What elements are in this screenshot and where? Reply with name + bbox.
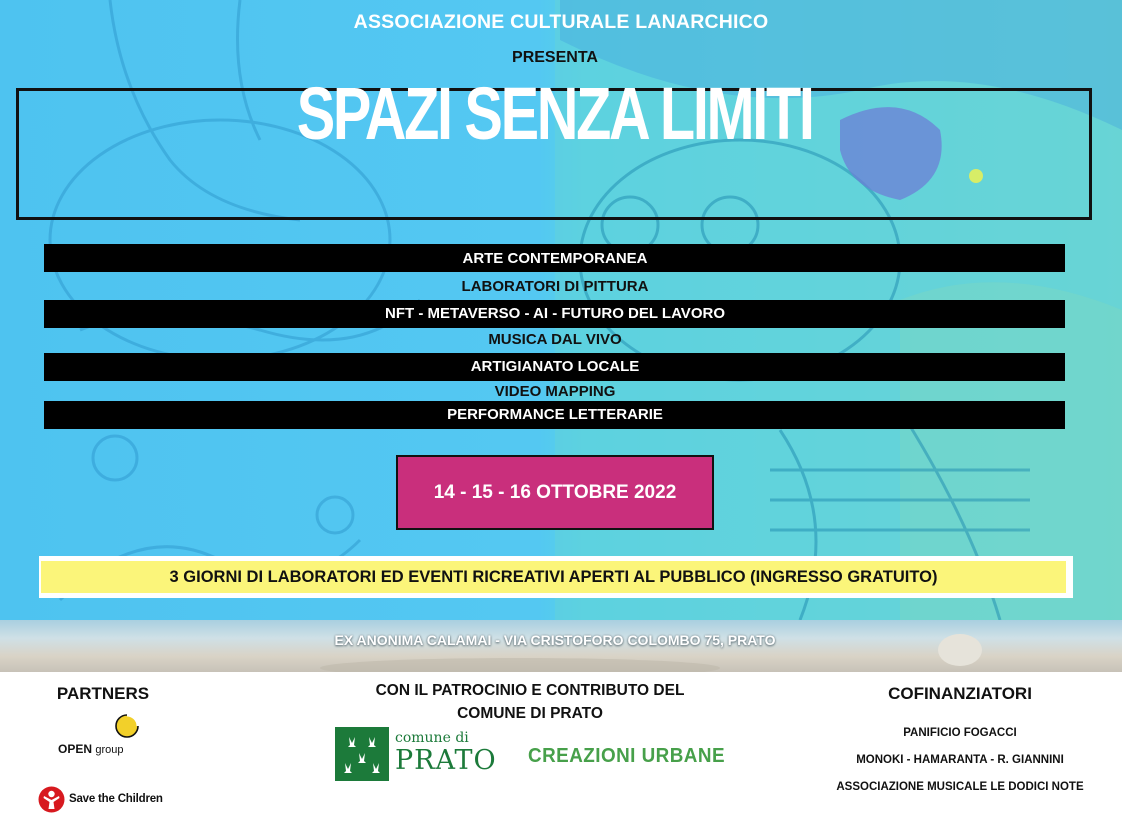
cofinanziatore-item: MONOKI - HAMARANTA - R. GIANNINI (856, 754, 1064, 766)
organization-name: ASSOCIAZIONE CULTURALE LANARCHICO (353, 11, 769, 33)
activity-item: NFT - METAVERSO - AI - FUTURO DEL LAVORO (385, 305, 725, 322)
event-location: EX ANONIMA CALAMAI - VIA CRISTOFORO COLOMBO 75, PRATO (334, 632, 776, 648)
open-group-icon (112, 711, 142, 741)
activity-item: ARTE CONTEMPORANEA (462, 250, 648, 267)
comune-di-prato-logo (335, 727, 507, 781)
activity-item: MUSICA DAL VIVO (488, 331, 622, 348)
event-title: SPAZI SENZA LIMITI (297, 72, 813, 155)
event-dates: 14 - 15 - 16 OTTOBRE 2022 (396, 455, 714, 530)
event-title-wrap (0, 0, 1110, 220)
presents-label: PRESENTA (512, 49, 598, 66)
creazioni-urbane-logo: CREAZIONI URBANE (528, 744, 726, 767)
partners-title: PARTNERS (56, 684, 150, 703)
cofinanziatori-title: COFINANZIATORI (888, 684, 1032, 703)
prato-text: PRATO (395, 745, 497, 776)
save-the-children-text: Save the Children (69, 793, 163, 805)
cofinanziatore-item: ASSOCIAZIONE MUSICALE LE DODICI NOTE (836, 781, 1084, 793)
comune-di-text: comune di (395, 730, 469, 746)
open-group-text (58, 742, 124, 756)
activity-item: VIDEO MAPPING (494, 383, 616, 400)
activity-item: ARTIGIANATO LOCALE (470, 358, 640, 375)
save-the-children-icon (38, 786, 65, 813)
open-group-name: OPEN (58, 742, 93, 756)
activity-item: PERFORMANCE LETTERARIE (447, 406, 663, 423)
open-group-logo (58, 711, 158, 761)
patronage-line-2: COMUNE DI PRATO (457, 705, 603, 722)
open-group-suffix: group (95, 744, 124, 756)
save-the-children-logo (38, 786, 188, 814)
fleur-de-lis-icon (335, 727, 389, 781)
cofinanziatore-item: PANIFICIO FOGACCI (903, 727, 1017, 739)
activity-item: LABORATORI DI PITTURA (461, 278, 649, 295)
patronage-text (300, 679, 760, 725)
patronage-line-1: CON IL PATROCINIO E CONTRIBUTO DEL (375, 682, 685, 699)
event-tagline: 3 GIORNI DI LABORATORI ED EVENTI RICREATIVI APERTI AL PUBBLICO (INGRESSO GRATUITO) (41, 561, 1066, 593)
